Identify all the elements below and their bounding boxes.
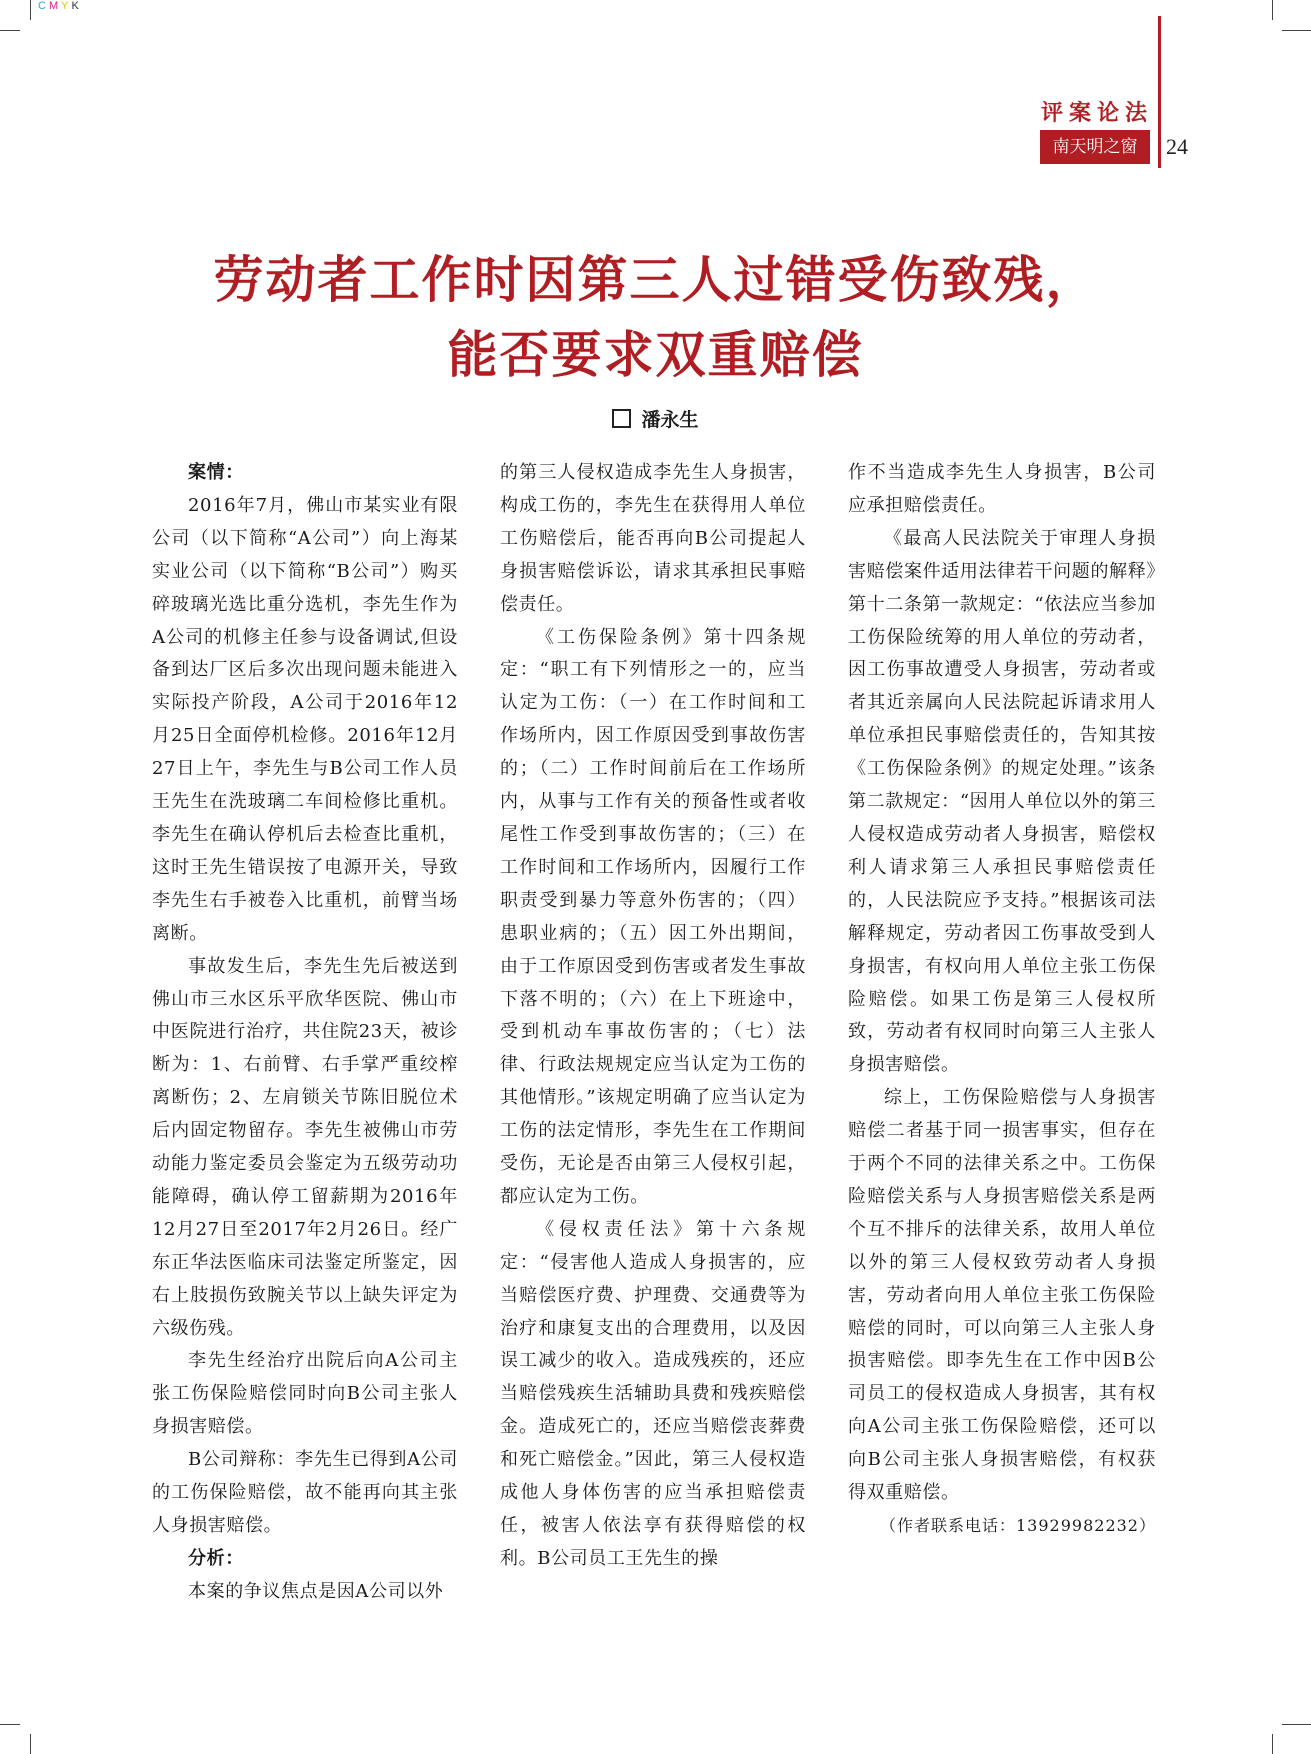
- column-tag: 南天明之窗: [1040, 130, 1150, 164]
- page-number: 24: [1166, 134, 1188, 159]
- paragraph: 的第三人侵权造成李先生人身损害，构成工伤的，李先生在获得用人单位工伤赔偿后，能否再向B公司提起人身损害赔偿诉讼，请求其承担民事赔偿责任。: [500, 462, 806, 615]
- author-box-icon: [612, 409, 631, 428]
- crop-mark-top-right-v: [1272, 0, 1273, 20]
- crop-mark-bottom-left: [0, 1724, 20, 1725]
- byline: [0, 405, 1311, 432]
- heading-case: 案情：: [188, 462, 244, 483]
- crop-mark-bottom-left-v: [30, 1734, 31, 1754]
- paragraph: B公司辩称：李先生已得到A公司的工伤保险赔偿，故不能再向其主张人身损害赔偿。: [152, 1449, 458, 1536]
- author-contact: （作者联系电话：13929982232）: [880, 1516, 1156, 1535]
- paragraph: 《侵权责任法》第十六条规定：“侵害他人造成人身损害的，应当赔偿医疗费、护理费、交通费等为治疗和康复支出的合理费用，以及因误工减少的收入。造成残疾的，还应当赔偿残疾生活辅助具费和残疾赔偿金。造成死亡的，还应当赔偿丧葬费和死亡赔偿金。”因此，第三人侵权造成他人身体伤害的应当承担赔偿责任，被害人依法享有获得赔偿的权利。B公司员工王先生的操: [500, 1218, 806, 1569]
- paragraph: 《工伤保险条例》第十四条规定：“职工有下列情形之一的，应当认定为工伤：（一）在工作时间和工作场所内，因工作原因受到事故伤害的；（二）工作时间前后在工作场所内，从事与工作有关的预备性或者收尾性工作受到事故伤害的；（三）在工作时间和工作场所内，因履行工作职责受到暴力等意外伤害的；（四）患职业病的；（五）因工外出期间，由于工作原因受到伤害或者发生事故下落不明的；（六）在上下班途中，受到机动车事故伤害的；（七）法律、行政法规规定应当认定为工伤的其他情形。”该规定明确了应当认定为工伤的法定情形，李先生在工作期间受伤，无论是否由第三人侵权引起，都应认定为工伤。: [500, 626, 806, 1207]
- paragraph: 本案的争议焦点是因A公司以外: [188, 1580, 444, 1602]
- author-name: 潘永生: [641, 409, 699, 431]
- text-column-1: [152, 457, 458, 1609]
- paragraph: 事故发生后，李先生先后被送到佛山市三水区乐平欣华医院、佛山市中医院进行治疗，共住院23天，被诊断为：1、右前臂、右手掌严重绞榨离断伤；2、左肩锁关节陈旧脱位术后内固定物留存。李先生被佛山市劳动能力鉴定委员会鉴定为五级劳动功能障碍，确认停工留薪期为2016年12月27日至2017年2月26日。经广东正华法医临床司法鉴定所鉴定，因右上肢损伤致腕关节以上缺失评定为六级伤残。: [152, 955, 458, 1339]
- article-title-line-2: 能否要求双重赔偿: [447, 326, 864, 384]
- paragraph: 《最高人民法院关于审理人身损害赔偿案件适用法律若干问题的解释》第十二条第一款规定：“依法应当参加工伤保险统筹的用人单位的劳动者，因工伤事故遭受人身损害，劳动者或者其近亲属向人民法院起诉请求用人单位承担民事赔偿责任的，告知其按《工伤保险条例》的规定处理。”该条第二款规定：“因用人单位以外的第三人侵权造成劳动者人身损害，赔偿权利人请求第三人承担民事赔偿责任的，人民法院应予支持。”根据该司法解释规定，劳动者因工伤事故受到人身损害，有权向用人单位主张工伤保险赔偿。如果工伤是第三人侵权所致，劳动者有权同时向第三人主张人身损害赔偿。: [848, 527, 1156, 1076]
- text-column-3: [848, 457, 1156, 1543]
- text-column-2: [500, 457, 806, 1576]
- paragraph: 作不当造成李先生人身损害，B公司应承担赔偿责任。: [848, 462, 1156, 516]
- article-title-line-1: 劳动者工作时因第三人过错受伤致残，: [213, 251, 1098, 309]
- paragraph: 2016年7月，佛山市某实业有限公司（以下简称“A公司”）向上海某实业公司（以下简称“B公司”）购买碎玻璃光选比重分选机，李先生作为A公司的机修主任参与设备调试,但设备到达厂区后多次出现问题未能进入实际投产阶段，A公司于2016年12月25日全面停机检修。2016年12月27日上午，李先生与B公司工作人员王先生在洗玻璃二车间检修比重机。李先生在确认停机后去检查比重机，这时王先生错误按了电源开关，导致李先生右手被卷入比重机，前臂当场离断。: [152, 494, 458, 944]
- heading-analysis: 分析：: [188, 1547, 244, 1569]
- section-label: 评案论法: [1040, 101, 1153, 126]
- crop-mark-top-left-v: [30, 0, 31, 20]
- header-rule: [1158, 16, 1161, 168]
- crop-mark-bottom-right-v: [1272, 1734, 1273, 1754]
- crop-mark-top-right: [1282, 30, 1311, 31]
- paragraph: 李先生经治疗出院后向A公司主张工伤保险赔偿同时向B公司主张人身损害赔偿。: [152, 1350, 458, 1438]
- cmyk-registration-mark: CMYK: [38, 0, 82, 12]
- crop-mark-bottom-right: [1282, 1724, 1311, 1725]
- crop-mark-top-left: [0, 30, 20, 31]
- paragraph: 综上，工伤保险赔偿与人身损害赔偿二者基于同一损害事实，但存在于两个不同的法律关系之中。工伤保险赔偿关系与人身损害赔偿关系是两个互不排斥的法律关系，故用人单位以外的第三人侵权致劳动者人身损害，劳动者向用人单位主张工伤保险赔偿的同时，可以向第三人主张人身损害赔偿。即李先生在工作中因B公司员工的侵权造成人身损害，其有权向A公司主张工伤保险赔偿，还可以向B公司主张人身损害赔偿，有权获得双重赔偿。: [848, 1087, 1156, 1504]
